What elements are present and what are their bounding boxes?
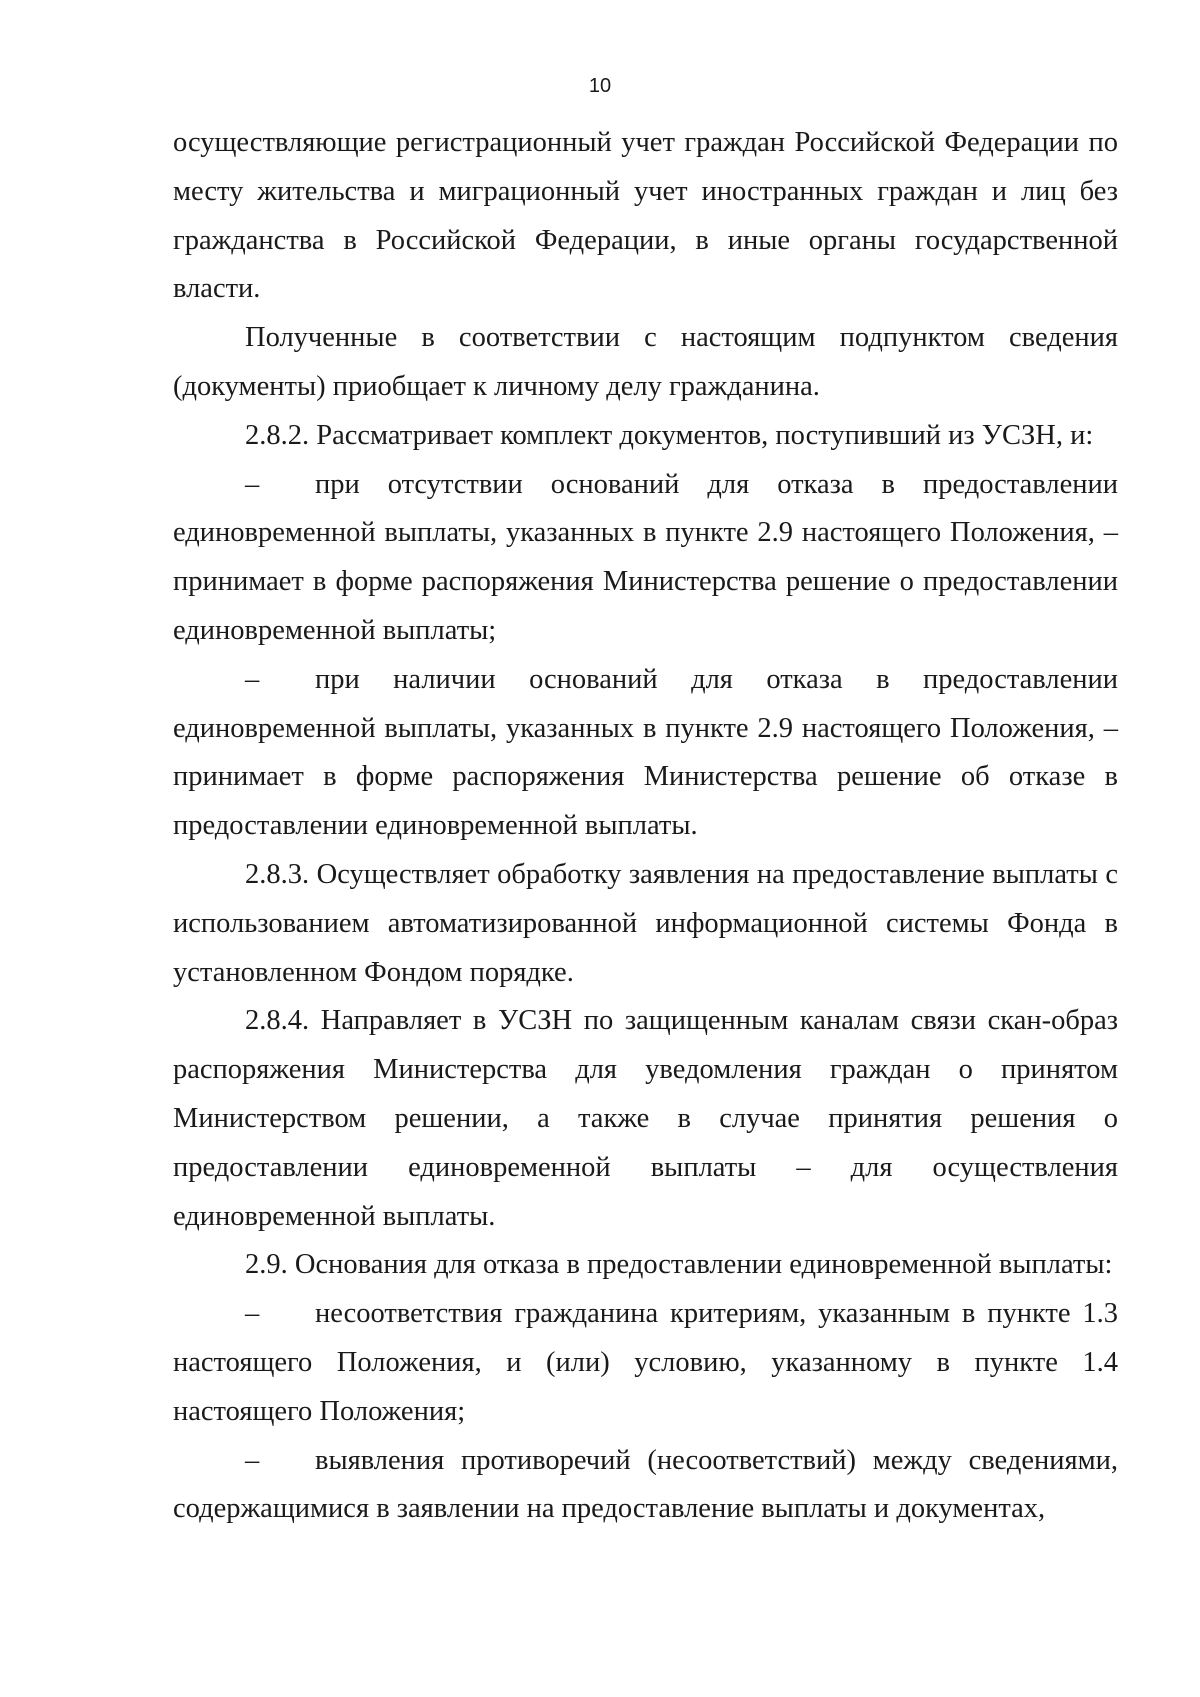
page-number: 10 <box>588 75 612 97</box>
document-body <box>173 119 1118 1534</box>
paragraph-2-8-4: 2.8.4. Направляет в УСЗН по защищенным каналам связи скан-образ распоряжения Министерства для уведомления граждан о принятом Министерством решении, а также в случае принятия решения о предоставлении единовременной выплаты – для осуществления единовременной выплаты. <box>173 1005 1118 1232</box>
list-item-no-grounds <box>173 461 1118 656</box>
dash-marker: – <box>245 468 260 500</box>
list-item-criteria-mismatch <box>173 1290 1118 1436</box>
list-item-text: выявления противоречий (несоответствий) между сведениями, содержащимися в заявлении на предоставление выплаты и документах, <box>173 1444 1118 1525</box>
dash-marker: – <box>245 1298 260 1330</box>
list-item-text: несоответствия гражданина критериям, указанным в пункте 1.3 настоящего Положения, и (или) условию, указанному в пункте 1.4 настоящего Положения; <box>173 1298 1118 1427</box>
paragraph-2-8-2: 2.8.2. Рассматривает комплект документов, поступивший из УСЗН, и: <box>245 419 1094 451</box>
list-item-contradictions <box>173 1437 1118 1535</box>
dash-marker: – <box>245 1444 260 1476</box>
paragraph-2-9: 2.9. Основания для отказа в предоставлении единовременной выплаты: <box>245 1249 1113 1281</box>
dash-marker: – <box>245 663 260 695</box>
list-item-grounds <box>173 656 1118 851</box>
paragraph-received-documents: Полученные в соответствии с настоящим подпунктом сведения (документы) приобщает к личному делу гражданина. <box>173 322 1118 402</box>
paragraph-continuation: осуществляющие регистрационный учет граждан Российской Федерации по месту жительства и миграционный учет иностранных граждан и лиц без гражданства в Российской Федерации, в иные органы государственной власти. <box>173 127 1118 305</box>
list-item-text: при наличии оснований для отказа в предоставлении единовременной выплаты, указанных в пункте 2.9 настоящего Положения, – принимает в форме распоряжения Министерства решение об отказе в предоставлении единовременной выплаты. <box>173 663 1118 842</box>
list-item-text: при отсутствии оснований для отказа в предоставлении единовременной выплаты, указанных в пункте 2.9 настоящего Положения, – принимает в форме распоряжения Министерства решение о предоставлении единовременной выплаты; <box>173 468 1118 646</box>
paragraph-2-8-3: 2.8.3. Осуществляет обработку заявления на предоставление выплаты с использованием автоматизированной информационной системы Фонда в установленном Фондом порядке. <box>173 858 1118 988</box>
